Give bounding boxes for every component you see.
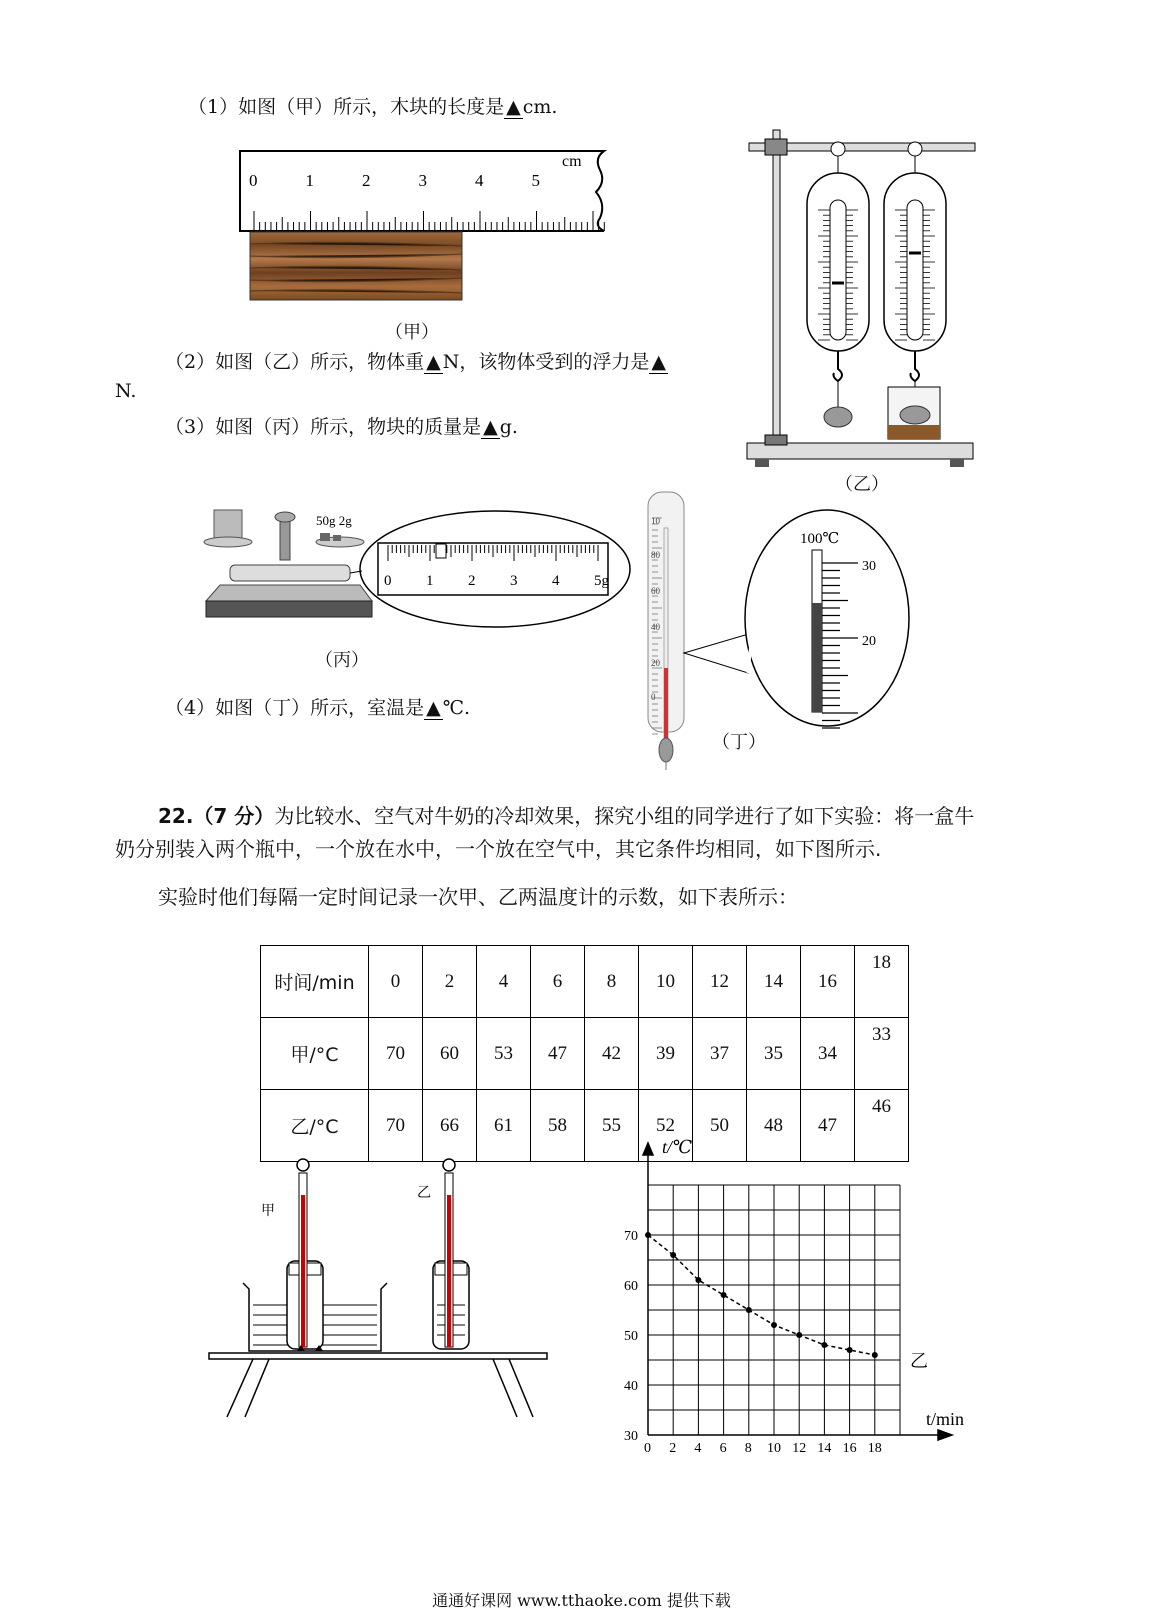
question-3-text: （3）如图（丙）所示，物块的质量是 [165,416,482,438]
table-cell: 50 [693,1090,747,1162]
object-in-water [900,406,930,424]
thermo-top-label: 100℃ [800,531,840,547]
beam-label: 3 [510,573,518,589]
ruler-label: 0 [249,171,258,190]
table-cell: 46 [855,1090,909,1162]
table-cell: 35 [747,1018,801,1090]
object-in-air [824,407,852,427]
table-cell: 18 [855,946,909,1018]
question-4 [165,693,470,720]
y-tick-label: 60 [624,1279,638,1294]
answer-blank: ▲ [483,416,498,438]
row-header: 乙/°C [261,1090,369,1162]
row-header: 时间/min [261,946,369,1018]
table-cell: 60 [423,1018,477,1090]
zoom-label-30: 30 [862,559,876,574]
tube-label: 40 [651,622,660,632]
question-22-text: 为比较水、空气对牛奶的冷却效果，探究小组的同学进行了如下实验：将一盒牛 [274,804,975,828]
table-cell: 4 [477,946,531,1018]
ruler-figure [232,148,612,308]
unit: cm. [522,96,558,118]
x-axis-label: t/min [926,1409,965,1429]
table-cell: 0 [369,946,423,1018]
x-tick-label: 8 [744,1441,752,1456]
ruler-label: 4 [475,171,484,190]
tube-label: 0 [651,692,656,702]
x-tick-label: 4 [694,1441,702,1456]
table-cell: 8 [585,946,639,1018]
y-axis-label: t/℃ [662,1137,693,1157]
x-tick-label: 0 [644,1441,651,1456]
table-row [261,1018,909,1090]
data-point [847,1347,853,1353]
data-point [746,1307,752,1313]
caption-ding: （丁） [712,732,766,753]
tube-label: 60 [651,586,660,596]
table-cell: 33 [855,1018,909,1090]
temperature-table [260,945,909,1162]
table-cell: 53 [477,1018,531,1090]
tube-label: 20 [651,658,660,668]
x-tick-label: 10 [767,1441,781,1456]
unit: ℃. [442,697,471,719]
spring-scale-figure [745,125,980,470]
question-2-mid: N，该物体受到的浮力是 [442,351,650,373]
ruler-label: 2 [362,171,371,190]
table-cell: 42 [585,1018,639,1090]
table-cell: 2 [423,946,477,1018]
data-point [872,1352,878,1358]
table-cell: 10 [639,946,693,1018]
data-point [670,1252,676,1258]
weights-label: 50g 2g [316,513,352,528]
question-22-line2: 奶分别装入两个瓶中，一个放在水中，一个放在空气中，其它条件均相同，如下图所示. [115,837,882,861]
balance-figure [200,505,640,635]
caption-bing: （丙） [315,650,369,671]
data-point [721,1292,727,1298]
y-tick-label: 50 [624,1329,638,1344]
answer-blank-weight: ▲ [426,351,441,373]
table-cell: 61 [477,1090,531,1162]
spring-scale-right [884,142,946,407]
table-cell: 55 [585,1090,639,1162]
experiment-setup-figure [205,1155,550,1425]
x-tick-label: 14 [817,1441,832,1456]
thermometer-figure [640,488,920,773]
ruler-label: 5 [531,171,540,190]
y-tick-label: 30 [624,1429,638,1444]
table-cell: 14 [747,946,801,1018]
ruler-label: 3 [418,171,427,190]
row-header: 甲/°C [261,1018,369,1090]
label-jia: 甲 [261,1204,275,1219]
table-cell: 52 [639,1090,693,1162]
table-cell: 6 [531,946,585,1018]
unit: g. [499,416,518,438]
data-point [645,1232,651,1238]
question-4-text: （4）如图（丁）所示，室温是 [165,697,425,719]
label-yi: 乙 [417,1186,431,1201]
table-cell: 70 [369,1090,423,1162]
table-cell: 70 [369,1018,423,1090]
x-tick-label: 18 [867,1441,882,1456]
beam-label: 2 [468,573,476,589]
ruler-label: 1 [305,171,314,190]
caption-jia: （甲） [385,322,439,343]
answer-blank: ▲ [506,96,521,118]
data-point [796,1332,802,1338]
question-22-number: 22.（7 分） [158,804,275,828]
y-tick-label: 40 [624,1379,638,1394]
table-cell: 58 [531,1090,585,1162]
data-point [695,1277,701,1283]
tube-label: 10 [651,516,660,526]
tube-label: 80 [651,550,660,560]
question-22-line3: 实验时他们每隔一定时间记录一次甲、乙两温度计的示数，如下表所示： [158,885,798,909]
caption-yi: （乙） [835,474,889,495]
y-tick-label: 70 [624,1229,638,1244]
table-cell: 48 [747,1090,801,1162]
x-tick-label: 2 [669,1441,677,1456]
beam-label: 4 [552,573,560,589]
table-row [261,946,909,1018]
spring-scale-left [807,142,869,407]
answer-blank-buoyancy: ▲ [651,351,666,373]
cooling-chart [610,1135,990,1475]
question-2-cont: N. [115,380,137,402]
question-3 [165,412,518,439]
question-2 [165,347,668,374]
question-1 [188,92,557,119]
question-1-text: （1）如图（甲）所示，木块的长度是 [188,96,505,118]
table-cell: 39 [639,1018,693,1090]
beam-label: 0 [384,573,392,589]
zoom-label-20: 20 [862,634,876,649]
beam-label: 1 [426,573,434,589]
table-cell: 47 [531,1018,585,1090]
table-top [209,1353,547,1359]
footer: 通通好课网 www.tthaoke.com 提供下载 [432,1591,731,1610]
beam-label: 5g [594,573,609,589]
answer-blank: ▲ [426,697,441,719]
table-cell: 47 [801,1090,855,1162]
series-yi-line [648,1235,875,1355]
table-cell: 16 [801,946,855,1018]
x-tick-label: 12 [792,1441,807,1456]
series-label-yi: 乙 [910,1351,928,1371]
question-2-text: （2）如图（乙）所示，物体重 [165,351,425,373]
rider [436,544,446,558]
data-point [771,1322,777,1328]
question-22-line1 [158,800,974,829]
table-cell: 12 [693,946,747,1018]
mass-block [214,510,242,538]
ruler-unit: cm [562,153,582,170]
data-point [821,1342,827,1348]
table-cell: 37 [693,1018,747,1090]
x-tick-label: 16 [842,1441,857,1456]
x-tick-label: 6 [719,1441,727,1456]
table-cell: 66 [423,1090,477,1162]
table-cell: 34 [801,1018,855,1090]
